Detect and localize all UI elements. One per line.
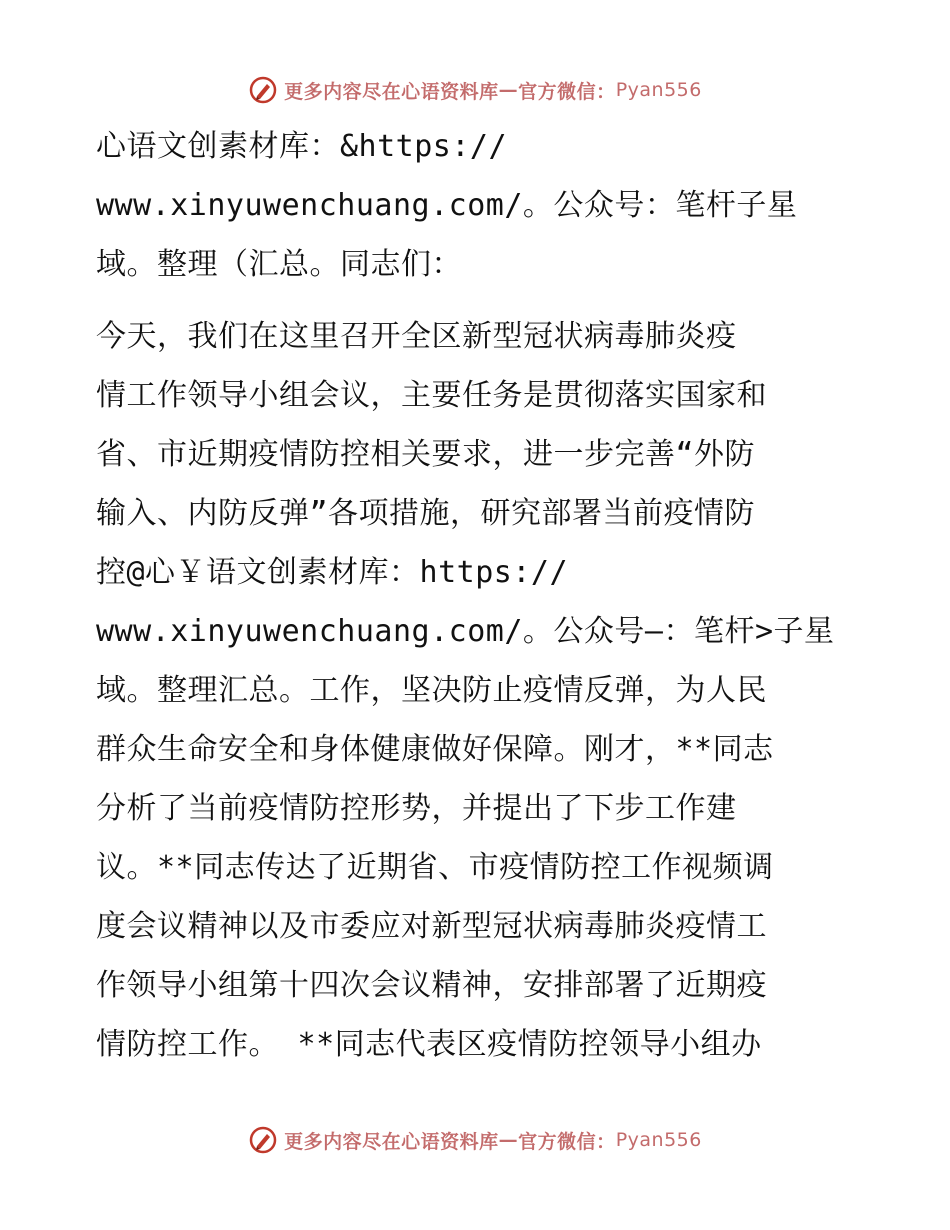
text-line: 情工作领导小组会议，主要任务是贯彻落实国家和 bbox=[96, 378, 767, 413]
banner-text: 更多内容尽在心语资料库 bbox=[284, 1130, 499, 1153]
text-line: 心语文创素材库：&https:// bbox=[96, 129, 508, 164]
banner-text: 更多内容尽在心语资料库 bbox=[284, 80, 499, 103]
banner-separator: — bbox=[498, 1129, 519, 1151]
paragraph-1 bbox=[96, 117, 856, 294]
header-banner bbox=[0, 70, 950, 110]
text-line: 议。**同志传达了近期省、市疫情防控工作视频调 bbox=[96, 850, 774, 885]
text-line: 域。整理（汇总。同志们： bbox=[96, 247, 462, 282]
text-line: 省、市近期疫情防控相关要求，进一步完善“外防 bbox=[96, 437, 756, 472]
pen-logo-icon bbox=[248, 1125, 278, 1155]
text-line: 群众生命安全和身体健康做好保障。刚才，**同志 bbox=[96, 732, 774, 767]
text-line: www.xinyuwenchuang.com/。公众号：笔杆子星 bbox=[96, 188, 798, 223]
banner-separator: — bbox=[498, 79, 519, 101]
banner-wechat-id: Pyan556 bbox=[615, 79, 702, 101]
text-line: 域。整理汇总。工作，坚决防止疫情反弹，为人民 bbox=[96, 673, 767, 708]
document-body bbox=[96, 117, 856, 1074]
text-line: 度会议精神以及市委应对新型冠状病毒肺炎疫情工 bbox=[96, 909, 767, 944]
banner-wechat-label: 官方微信： bbox=[518, 80, 616, 103]
paragraph-2 bbox=[96, 307, 856, 1074]
text-line: 控@心￥语文创素材库：https:// bbox=[96, 555, 569, 590]
footer-banner bbox=[0, 1120, 950, 1160]
text-line: www.xinyuwenchuang.com/。公众号—：笔杆>子星 bbox=[96, 614, 835, 649]
text-line: 输入、内防反弹”各项措施，研究部署当前疫情防 bbox=[96, 496, 756, 531]
pen-logo-icon bbox=[248, 75, 278, 105]
text-line: 作领导小组第十四次会议精神，安排部署了近期疫 bbox=[96, 968, 767, 1003]
banner-wechat-label: 官方微信： bbox=[518, 1130, 616, 1153]
text-line: 今天，我们在这里召开全区新型冠状病毒肺炎疫 bbox=[96, 319, 737, 354]
banner-wechat-id: Pyan556 bbox=[615, 1129, 702, 1151]
text-line: 分析了当前疫情防控形势，并提出了下步工作建 bbox=[96, 791, 737, 826]
text-line: 情防控工作。 **同志代表区疫情防控领导小组办 bbox=[96, 1027, 762, 1062]
